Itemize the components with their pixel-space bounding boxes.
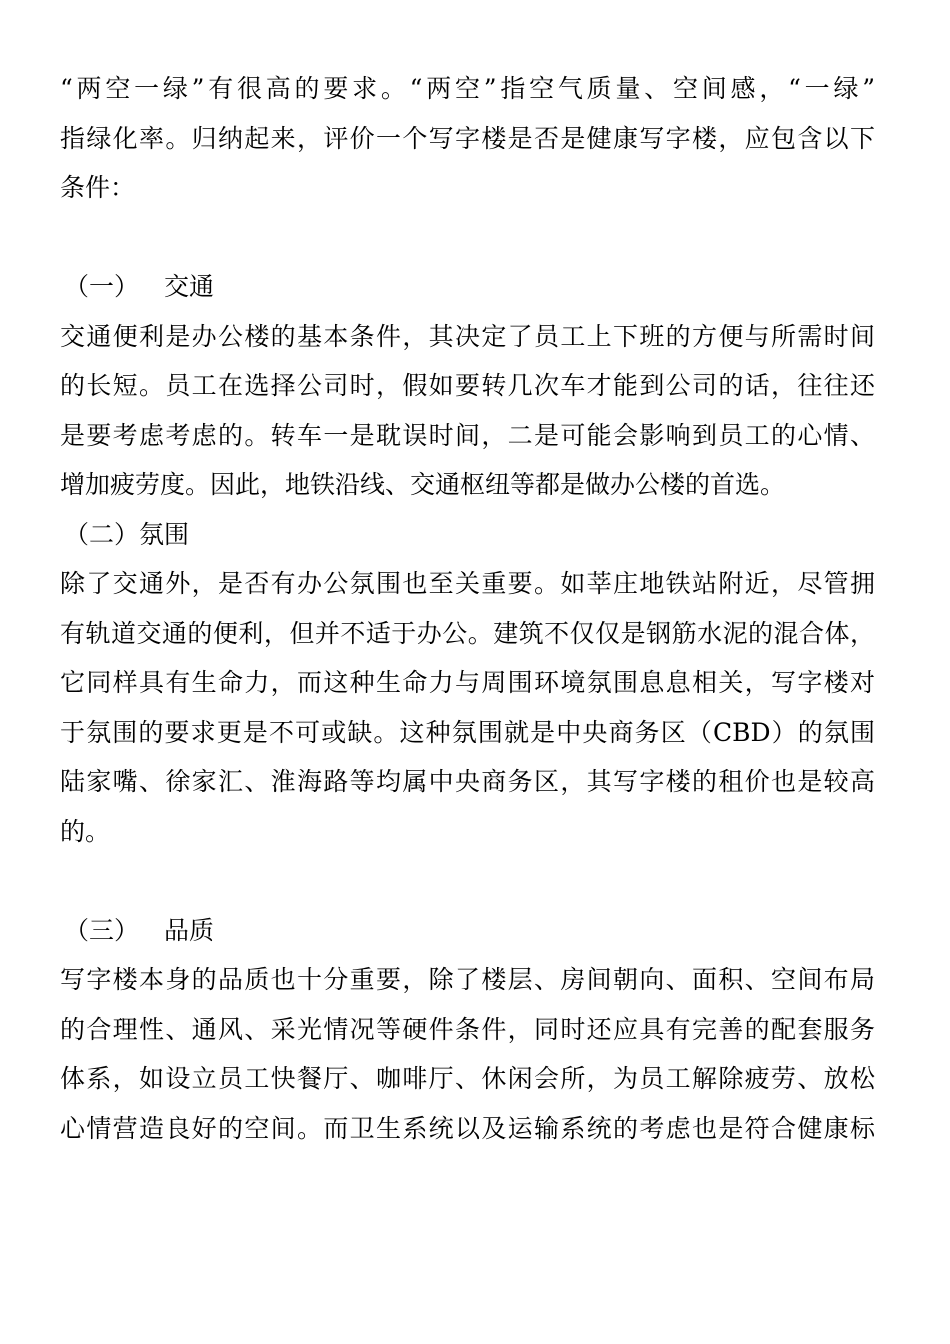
section-heading: [60, 262, 880, 312]
section-number: （三）: [64, 915, 140, 945]
section-title: 氛围: [139, 519, 190, 549]
section-quality: [60, 906, 880, 1154]
text-line: 增加疲劳度。因此，地铁沿线、交通枢纽等都是做办公楼的首选。: [60, 470, 786, 499]
section-atmosphere: [60, 510, 880, 857]
section-number: （一）: [64, 272, 140, 301]
text-line: 陆家嘴、徐家汇、淮海路等均属中央商务区，其写字楼的租价也是较高: [60, 767, 875, 796]
blank-line: [60, 213, 880, 263]
text-line: 指绿化率。归纳起来，评价一个写字楼是否是健康写字楼，应包含以下: [60, 123, 875, 153]
section-number: （二）: [64, 519, 140, 549]
section-title: 品质: [164, 915, 215, 945]
text-line: 写字楼本身的品质也十分重要，除了楼层、房间朝向、面积、空间布局: [60, 965, 875, 994]
section-heading: [60, 510, 880, 560]
text-line: 除了交通外，是否有办公氛围也至关重要。如莘庄地铁站附近，尽管拥: [60, 569, 875, 598]
text-line: 条件：: [60, 173, 136, 202]
section-transport: [60, 262, 880, 510]
text-line: 它同样具有生命力，而这种生命力与周围环境氛围息息相关，写字楼对: [60, 668, 875, 697]
text-line: 是要考虑考虑的。转车一是耽误时间，二是可能会影响到员工的心情、: [60, 420, 875, 450]
intro-paragraph: [60, 64, 880, 213]
text-line: 心情营造良好的空间。而卫生系统以及运输系统的考虑也是符合健康标: [60, 1113, 875, 1143]
text-line: 体系，如设立员工快餐厅、咖啡厅、休闲会所，为员工解除疲劳、放松: [60, 1064, 875, 1093]
section-title: 交通: [164, 272, 215, 301]
text-line: 的。: [60, 816, 111, 846]
text-line: “两空一绿”有很高的要求。“两空”指空气质量、空间感，“一绿”: [60, 74, 875, 103]
text-line: 交通便利是办公楼的基本条件，其决定了员工上下班的方便与所需时间: [60, 321, 875, 351]
text-line: 有轨道交通的便利，但并不适于办公。建筑不仅仅是钢筋水泥的混合体，: [60, 618, 875, 648]
blank-line: [60, 856, 880, 906]
text-line: 的长短。员工在选择公司时，假如要转几次车才能到公司的话，往往还: [60, 371, 875, 400]
section-heading: [60, 906, 880, 956]
text-line: 的合理性、通风、采光情况等硬件条件，同时还应具有完善的配套服务: [60, 1014, 875, 1044]
text-line: 于氛围的要求更是不可或缺。这种氛围就是中央商务区（CBD）的氛围: [60, 717, 875, 747]
document-page: [60, 64, 880, 1153]
